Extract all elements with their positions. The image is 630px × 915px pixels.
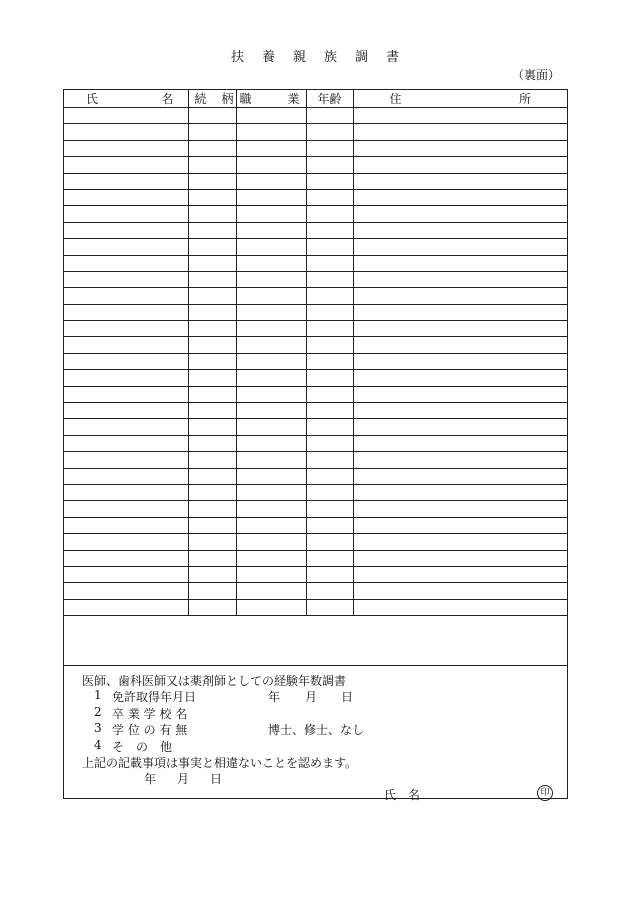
table-row <box>64 189 567 205</box>
relationship-cell[interactable] <box>188 288 236 304</box>
age-cell[interactable] <box>306 419 353 435</box>
address-cell[interactable] <box>353 173 567 189</box>
relationship-cell[interactable] <box>188 189 236 205</box>
table-row <box>64 534 567 550</box>
table-row <box>64 435 567 451</box>
name-cell[interactable] <box>64 403 188 419</box>
occupation-cell[interactable] <box>236 189 306 205</box>
table-row <box>64 173 567 189</box>
address-cell[interactable] <box>353 321 567 337</box>
occupation-cell[interactable] <box>236 288 306 304</box>
occupation-cell[interactable] <box>236 108 306 124</box>
address-cell[interactable] <box>353 124 567 140</box>
address-cell[interactable] <box>353 370 567 386</box>
relationship-cell[interactable] <box>188 468 236 484</box>
address-cell[interactable] <box>353 222 567 238</box>
name-cell[interactable] <box>64 468 188 484</box>
occupation-cell[interactable] <box>236 403 306 419</box>
occupation-cell[interactable] <box>236 599 306 615</box>
age-cell[interactable] <box>306 452 353 468</box>
occupation-cell[interactable] <box>236 386 306 402</box>
age-cell[interactable] <box>306 517 353 533</box>
address-cell[interactable] <box>353 189 567 205</box>
occupation-cell[interactable] <box>236 337 306 353</box>
occupation-cell[interactable] <box>236 550 306 566</box>
relationship-cell[interactable] <box>188 419 236 435</box>
age-cell[interactable] <box>306 353 353 369</box>
address-cell[interactable] <box>353 140 567 156</box>
name-cell[interactable] <box>64 353 188 369</box>
table-row <box>64 403 567 419</box>
occupation-cell[interactable] <box>236 452 306 468</box>
header-name: 氏 名 <box>64 90 188 108</box>
relationship-cell[interactable] <box>188 534 236 550</box>
age-cell[interactable] <box>306 222 353 238</box>
address-cell[interactable] <box>353 517 567 533</box>
table-row <box>64 386 567 402</box>
address-cell[interactable] <box>353 353 567 369</box>
age-cell[interactable] <box>306 484 353 500</box>
day-label: 日 <box>341 690 354 704</box>
name-cell[interactable] <box>64 484 188 500</box>
table-row <box>64 271 567 287</box>
address-cell[interactable] <box>353 157 567 173</box>
table-row <box>64 304 567 320</box>
table-row <box>64 239 567 255</box>
occupation-cell[interactable] <box>236 157 306 173</box>
form-frame <box>63 89 568 802</box>
title-char: 書 <box>386 50 400 65</box>
age-cell[interactable] <box>306 599 353 615</box>
table-row <box>64 484 567 500</box>
address-cell[interactable] <box>353 501 567 517</box>
table-row <box>64 206 567 222</box>
relationship-cell[interactable] <box>188 599 236 615</box>
age-cell[interactable] <box>306 288 353 304</box>
name-cell[interactable] <box>64 239 188 255</box>
age-cell[interactable] <box>306 124 353 140</box>
address-cell[interactable] <box>353 435 567 451</box>
header-address: 住 所 <box>353 90 567 108</box>
name-cell[interactable] <box>64 566 188 582</box>
title-char: 親 <box>292 50 306 65</box>
name-cell[interactable] <box>64 550 188 566</box>
address-cell[interactable] <box>353 403 567 419</box>
name-cell[interactable] <box>64 108 188 124</box>
age-cell[interactable] <box>306 108 353 124</box>
occupation-cell[interactable] <box>236 583 306 599</box>
address-cell[interactable] <box>353 271 567 287</box>
other-label: そ の 他 <box>112 740 173 754</box>
address-cell[interactable] <box>353 484 567 500</box>
name-cell[interactable] <box>64 599 188 615</box>
name-cell[interactable] <box>64 124 188 140</box>
table-row <box>64 140 567 156</box>
relationship-cell[interactable] <box>188 304 236 320</box>
name-cell[interactable] <box>64 386 188 402</box>
occupation-cell[interactable] <box>236 271 306 287</box>
age-cell[interactable] <box>306 239 353 255</box>
age-cell[interactable] <box>306 468 353 484</box>
degree-label: 学 位 の 有 無 <box>112 723 188 737</box>
name-cell[interactable] <box>64 173 188 189</box>
declaration-text: 上記の記載事項は事実と相違ないことを認めます。 <box>82 756 358 770</box>
relationship-cell[interactable] <box>188 337 236 353</box>
address-cell[interactable] <box>353 206 567 222</box>
age-cell[interactable] <box>306 435 353 451</box>
age-cell[interactable] <box>306 583 353 599</box>
table-row <box>64 583 567 599</box>
table-row <box>64 599 567 615</box>
table-row <box>64 353 567 369</box>
occupation-cell[interactable] <box>236 419 306 435</box>
age-cell[interactable] <box>306 189 353 205</box>
document-title <box>0 46 630 65</box>
occupation-cell[interactable] <box>236 484 306 500</box>
table-body <box>64 108 567 616</box>
age-cell[interactable] <box>306 304 353 320</box>
occupation-cell[interactable] <box>236 435 306 451</box>
address-cell[interactable] <box>353 566 567 582</box>
date-month-label: 月 <box>177 772 190 786</box>
relationship-cell[interactable] <box>188 140 236 156</box>
relationship-cell[interactable] <box>188 239 236 255</box>
occupation-cell[interactable] <box>236 517 306 533</box>
title-char: 養 <box>261 50 275 65</box>
experience-section <box>64 665 567 800</box>
age-cell[interactable] <box>306 386 353 402</box>
relationship-cell[interactable] <box>188 222 236 238</box>
age-cell[interactable] <box>306 534 353 550</box>
occupation-cell[interactable] <box>236 124 306 140</box>
address-cell[interactable] <box>353 583 567 599</box>
relationship-cell[interactable] <box>188 452 236 468</box>
address-cell[interactable] <box>353 550 567 566</box>
relationship-cell[interactable] <box>188 271 236 287</box>
name-cell[interactable] <box>64 435 188 451</box>
relationship-cell[interactable] <box>188 484 236 500</box>
age-cell[interactable] <box>306 140 353 156</box>
occupation-cell[interactable] <box>236 173 306 189</box>
seal-mark-icon: 印 <box>537 785 553 801</box>
school-label: 卒 業 学 校 名 <box>112 707 188 721</box>
address-cell[interactable] <box>353 255 567 271</box>
month-label: 月 <box>305 690 318 704</box>
occupation-cell[interactable] <box>236 255 306 271</box>
table-row <box>64 108 567 124</box>
name-cell[interactable] <box>64 140 188 156</box>
age-cell[interactable] <box>306 337 353 353</box>
item-number: 2 <box>94 705 102 719</box>
table-row <box>64 566 567 582</box>
address-cell[interactable] <box>353 304 567 320</box>
name-cell[interactable] <box>64 288 188 304</box>
relationship-cell[interactable] <box>188 108 236 124</box>
item-number: 4 <box>94 738 102 752</box>
name-cell[interactable] <box>64 419 188 435</box>
name-cell[interactable] <box>64 206 188 222</box>
age-cell[interactable] <box>306 403 353 419</box>
relationship-cell[interactable] <box>188 583 236 599</box>
name-cell[interactable] <box>64 501 188 517</box>
name-cell[interactable] <box>64 271 188 287</box>
table-row <box>64 124 567 140</box>
address-cell[interactable] <box>353 337 567 353</box>
year-label: 年 <box>268 690 281 704</box>
table-header-row <box>64 90 567 108</box>
relationship-cell[interactable] <box>188 386 236 402</box>
item-number: 3 <box>94 721 102 735</box>
table-row <box>64 468 567 484</box>
table-row <box>64 501 567 517</box>
age-cell[interactable] <box>306 255 353 271</box>
occupation-cell[interactable] <box>236 370 306 386</box>
occupation-cell[interactable] <box>236 468 306 484</box>
age-cell[interactable] <box>306 157 353 173</box>
table-row <box>64 517 567 533</box>
title-char: 調 <box>355 50 369 65</box>
table-row <box>64 452 567 468</box>
occupation-cell[interactable] <box>236 534 306 550</box>
address-cell[interactable] <box>353 288 567 304</box>
occupation-cell[interactable] <box>236 353 306 369</box>
relationship-cell[interactable] <box>188 517 236 533</box>
address-cell[interactable] <box>353 452 567 468</box>
address-cell[interactable] <box>353 386 567 402</box>
relationship-cell[interactable] <box>188 566 236 582</box>
table-row <box>64 288 567 304</box>
table-row <box>64 222 567 238</box>
signature-name-label: 氏 名 <box>384 788 421 802</box>
title-char: 族 <box>324 50 338 65</box>
occupation-cell[interactable] <box>236 566 306 582</box>
table-row <box>64 550 567 566</box>
address-cell[interactable] <box>353 108 567 124</box>
table-row <box>64 337 567 353</box>
date-year-label: 年 <box>144 772 157 786</box>
occupation-cell[interactable] <box>236 222 306 238</box>
name-cell[interactable] <box>64 370 188 386</box>
header-relationship: 続 柄 <box>188 90 236 108</box>
age-cell[interactable] <box>306 271 353 287</box>
dependents-table <box>64 90 567 616</box>
relationship-cell[interactable] <box>188 501 236 517</box>
table-row <box>64 370 567 386</box>
experience-heading: 医師、歯科医師又は薬剤師としての経験年数調書 <box>82 674 347 688</box>
occupation-cell[interactable] <box>236 140 306 156</box>
address-cell[interactable] <box>353 534 567 550</box>
relationship-cell[interactable] <box>188 321 236 337</box>
degree-options: 博士、修士、なし <box>268 723 365 737</box>
occupation-cell[interactable] <box>236 304 306 320</box>
table-row <box>64 321 567 337</box>
relationship-cell[interactable] <box>188 353 236 369</box>
occupation-cell[interactable] <box>236 501 306 517</box>
table-row <box>64 157 567 173</box>
title-char: 扶 <box>230 50 244 65</box>
name-cell[interactable] <box>64 583 188 599</box>
name-cell[interactable] <box>64 304 188 320</box>
age-cell[interactable] <box>306 173 353 189</box>
relationship-cell[interactable] <box>188 370 236 386</box>
relationship-cell[interactable] <box>188 255 236 271</box>
header-occupation: 職 業 <box>236 90 306 108</box>
name-cell[interactable] <box>64 222 188 238</box>
age-cell[interactable] <box>306 321 353 337</box>
age-cell[interactable] <box>306 566 353 582</box>
age-cell[interactable] <box>306 206 353 222</box>
address-cell[interactable] <box>353 599 567 615</box>
table-row <box>64 255 567 271</box>
relationship-cell[interactable] <box>188 403 236 419</box>
occupation-cell[interactable] <box>236 239 306 255</box>
relationship-cell[interactable] <box>188 173 236 189</box>
address-cell[interactable] <box>353 239 567 255</box>
name-cell[interactable] <box>64 452 188 468</box>
age-cell[interactable] <box>306 550 353 566</box>
relationship-cell[interactable] <box>188 550 236 566</box>
relationship-cell[interactable] <box>188 206 236 222</box>
age-cell[interactable] <box>306 370 353 386</box>
name-cell[interactable] <box>64 337 188 353</box>
name-cell[interactable] <box>64 517 188 533</box>
address-cell[interactable] <box>353 419 567 435</box>
address-cell[interactable] <box>353 468 567 484</box>
table-row <box>64 419 567 435</box>
name-cell[interactable] <box>64 157 188 173</box>
name-cell[interactable] <box>64 321 188 337</box>
license-date-label: 免許取得年月日 <box>112 690 197 704</box>
relationship-cell[interactable] <box>188 124 236 140</box>
name-cell[interactable] <box>64 189 188 205</box>
date-day-label: 日 <box>210 772 223 786</box>
relationship-cell[interactable] <box>188 435 236 451</box>
name-cell[interactable] <box>64 255 188 271</box>
reverse-side-label: （裏面） <box>511 68 560 82</box>
occupation-cell[interactable] <box>236 206 306 222</box>
header-age: 年齢 <box>306 90 353 108</box>
relationship-cell[interactable] <box>188 157 236 173</box>
item-number: 1 <box>94 688 102 702</box>
age-cell[interactable] <box>306 501 353 517</box>
occupation-cell[interactable] <box>236 321 306 337</box>
name-cell[interactable] <box>64 534 188 550</box>
